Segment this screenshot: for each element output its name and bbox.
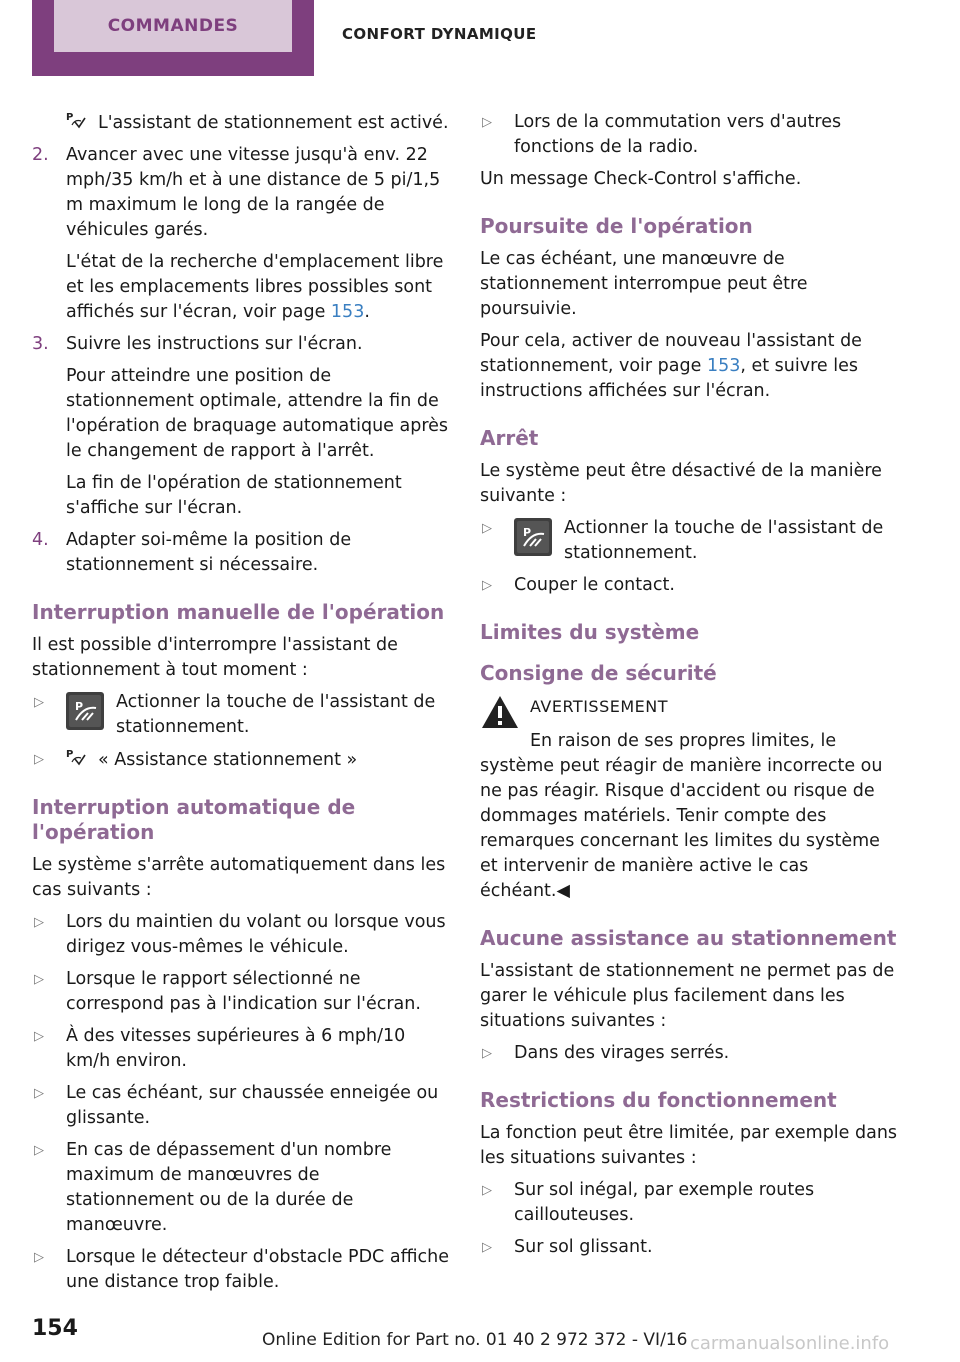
parking-assist-button-icon — [514, 518, 552, 556]
step-3 — [32, 332, 450, 521]
auto-bullet: Le cas échéant, sur chaussée enneigée ou glissante. — [66, 1083, 439, 1128]
svg-text:P: P — [66, 749, 74, 760]
bullet-icon: ▷ — [482, 1183, 492, 1198]
page-link-153[interactable]: 153 — [706, 356, 741, 376]
tab-confort-dynamique: CONFORT DYNAMIQUE — [342, 25, 537, 43]
auto-intro: Le système s'arrête automatiquement dans les cas suivants : — [32, 855, 446, 900]
continuation-p1: Le cas échéant, une manœuvre de stationnement interrompue peut être poursuivie. — [480, 249, 808, 319]
radio-bullet: Lors de la commutation vers d'autres fonctions de la radio. — [514, 112, 842, 157]
list-item — [480, 1041, 898, 1066]
continuation-p2-text: Pour cela, activer de nouveau l'assistant de stationnement, voir page — [480, 331, 862, 376]
svg-text:P: P — [66, 112, 74, 123]
step-2-sub — [66, 250, 450, 325]
bullet-icon: ▷ — [34, 1029, 44, 1044]
list-item — [32, 910, 450, 960]
step-2-sub-end: . — [364, 302, 370, 322]
watermark: carmanualsonline.info — [690, 1333, 890, 1354]
bullet-icon: ▷ — [482, 578, 492, 593]
step-1-text: L'assistant de stationnement est activé. — [98, 113, 449, 133]
heading-manual-interruption: Interruption manuelle de l'opération — [32, 600, 445, 624]
heading-stop: Arrêt — [480, 426, 539, 450]
no-assistance-bullet: Dans des virages serrés. — [514, 1043, 730, 1063]
heading-safety-note: Consigne de sécurité — [480, 661, 717, 685]
stop-bullet-1: Actionner la touche de l'assistant de stationnement. — [564, 518, 884, 563]
auto-bullet: Lorsque le rapport sélectionné ne correspond pas à l'indication sur l'écran. — [66, 969, 421, 1014]
step-2-sub-text: L'état de la recherche d'emplacement libre et les emplacements libres possibles sont affichés sur l'écran, voir page — [66, 252, 444, 322]
tab-commandes — [32, 0, 314, 76]
parking-assist-symbol-icon — [66, 110, 88, 130]
restriction-bullet: Sur sol glissant. — [514, 1237, 653, 1257]
left-column — [32, 110, 450, 1302]
right-column — [480, 110, 898, 1267]
bullet-icon: ▷ — [482, 1046, 492, 1061]
parking-assist-button-icon — [66, 692, 104, 730]
auto-bullet: Lors du maintien du volant ou lorsque vous dirigez vous-mêmes le véhicule. — [66, 912, 446, 957]
bullet-icon: ▷ — [34, 1086, 44, 1101]
stop-bullet-2: Couper le contact. — [514, 575, 675, 595]
list-item — [32, 967, 450, 1017]
warning-text: En raison de ses propres limites, le système peut réagir de manière incorrecte ou ne pas réagir. Risque d'accident ou risque de dommages matériels. Tenir compte des remarques concernant les limites du système et intervenir de manière active le cas échéant.◀ — [480, 731, 883, 901]
heading-no-assistance: Aucune assistance au stationnement — [480, 926, 897, 950]
edition-footer: Online Edition for Part no. 01 40 2 972 372 - VI/16 — [262, 1330, 688, 1350]
list-item — [32, 690, 450, 740]
step-3-sub-1: Pour atteindre une position de stationnement optimale, attendre la fin de l'opération de braquage automatique après le changement de rapport à l'arrêt. — [66, 366, 449, 461]
bullet-icon: ▷ — [482, 1240, 492, 1255]
warning-label: AVERTISSEMENT — [530, 697, 668, 716]
heading-system-limits: Limites du système — [480, 620, 700, 644]
warning-triangle-icon — [480, 694, 520, 730]
warning-block — [480, 694, 898, 744]
continuation-p2 — [480, 329, 898, 404]
svg-text:P: P — [75, 700, 84, 713]
bullet-icon: ▷ — [482, 521, 492, 536]
list-item — [480, 573, 898, 598]
bullet-icon: ▷ — [34, 972, 44, 987]
restriction-bullet: Sur sol inégal, par exemple routes caillouteuses. — [514, 1180, 815, 1225]
list-item — [32, 747, 450, 773]
heading-automatic-interruption: Interruption automatique de l'opération — [32, 795, 356, 844]
page-number: 154 — [32, 1316, 78, 1341]
heading-restrictions: Restrictions du fonctionnement — [480, 1088, 837, 1112]
continuation-p2-end: , et suivre les instructions affichées sur l'écran. — [480, 356, 858, 401]
list-item — [480, 1235, 898, 1260]
manual-intro: Il est possible d'interrompre l'assistant de stationnement à tout moment : — [32, 635, 398, 680]
page-link-153[interactable]: 153 — [330, 302, 365, 322]
check-control-text: Un message Check-Control s'affiche. — [480, 169, 802, 189]
list-item — [480, 516, 898, 566]
auto-bullet: À des vitesses supérieures à 6 mph/10 km/h environ. — [66, 1026, 406, 1071]
bullet-icon: ▷ — [34, 695, 44, 710]
step-3-sub-2: La fin de l'opération de stationnement s'affiche sur l'écran. — [66, 473, 402, 518]
parking-assist-symbol-icon — [66, 747, 88, 767]
manual-bullet-2: « Assistance stationnement » — [98, 750, 358, 770]
step-2 — [32, 143, 450, 325]
step-number: 4. — [32, 530, 49, 550]
svg-text:P: P — [523, 526, 532, 539]
manual-bullet-1: Actionner la touche de l'assistant de stationnement. — [116, 692, 436, 737]
step-2-text: Avancer avec une vitesse jusqu'à env. 22 mph/35 km/h et à une distance de 5 pi/1,5 m maximum le long de la rangée de véhicules garés. — [66, 145, 441, 240]
step-3-text: Suivre les instructions sur l'écran. — [66, 334, 363, 354]
step-1 — [32, 110, 450, 136]
heading-continuation: Poursuite de l'opération — [480, 214, 753, 238]
no-assistance-intro: L'assistant de stationnement ne permet pas de garer le véhicule plus facilement dans les situations suivantes : — [480, 961, 895, 1031]
bullet-icon: ▷ — [34, 1143, 44, 1158]
auto-bullet: Lorsque le détecteur d'obstacle PDC affiche une distance trop faible. — [66, 1247, 449, 1292]
list-item — [32, 1245, 450, 1295]
step-4-text: Adapter soi-même la position de stationnement si nécessaire. — [66, 530, 352, 575]
bullet-icon: ▷ — [34, 915, 44, 930]
list-item — [32, 1138, 450, 1238]
bullet-icon: ▷ — [482, 115, 492, 130]
stop-intro: Le système peut être désactivé de la manière suivante : — [480, 461, 882, 506]
bullet-icon: ▷ — [34, 752, 44, 767]
bullet-icon: ▷ — [34, 1250, 44, 1265]
list-item — [480, 1178, 898, 1228]
list-item — [32, 1024, 450, 1074]
step-4 — [32, 528, 450, 578]
restrictions-intro: La fonction peut être limitée, par exemple dans les situations suivantes : — [480, 1123, 898, 1168]
step-number: 3. — [32, 334, 49, 354]
tab-commandes-label: COMMANDES — [54, 0, 292, 52]
list-item — [480, 110, 898, 160]
auto-bullet: En cas de dépassement d'un nombre maximum de manœuvres de stationnement ou de la durée de manœuvre. — [66, 1140, 392, 1235]
list-item — [32, 1081, 450, 1131]
step-number: 2. — [32, 145, 49, 165]
